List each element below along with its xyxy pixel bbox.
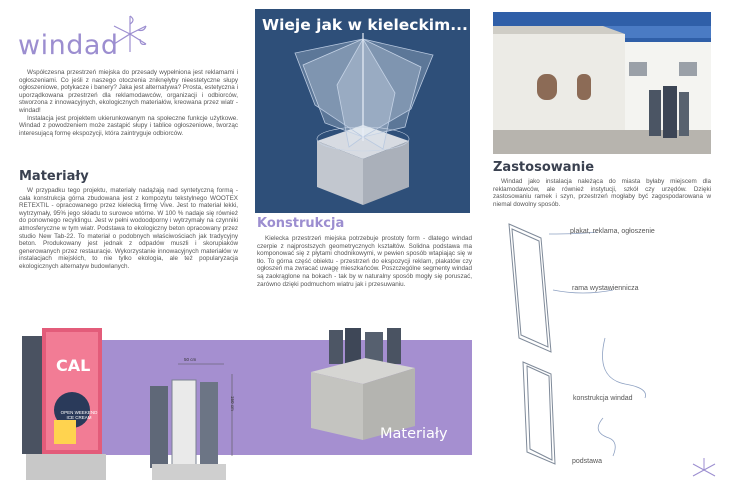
diagram-label-base: podstawa	[572, 458, 602, 465]
poster-title: CAL	[56, 356, 91, 375]
render-panel	[255, 9, 470, 213]
dimension-height: 150 cm	[230, 396, 235, 411]
intro-text	[19, 69, 238, 137]
diagram-label-frame: rama wystawiennicza	[572, 285, 639, 292]
windad-logo	[18, 30, 138, 66]
intro-paragraph-2: Instalacja jest projektem ukierunkowanym na społeczne funkcje użytkowe. Windad z powodzeniem może zastąpić słupy i tablice ogłoszeniowe, tworząc interesującą formę ekspozycji, która zaintryguje odbiorców.	[19, 114, 238, 137]
poster-kiosk	[16, 322, 108, 480]
application-text: Windad jako instalacja należąca do miasta byłaby miejscem dla reklamodawców, ale również instytucji, szkół czy urzędów. Dzięki zastosowaniu ramek i szyn, przestrzeń mogłaby być zagospodarowana w niemal dowolny sposób.	[493, 178, 711, 208]
application-heading: Zastosowanie	[493, 160, 595, 175]
site-photo	[493, 12, 711, 154]
poster-caption	[60, 410, 98, 420]
materials-band-label: Materiały	[380, 426, 448, 442]
materials-text: W przypadku tego projektu, materiały nadążają nad syntetyczną formą - cała konstrukcja górna zbudowana jest z kompozytu tekstylnego WOOTEX RETEXTIL - opracowanego przez kielecką firmę Vive. Jest to materiał lekki, wytrzymały, 95% jego składu to surowce wtórne. W 100 % nadaje się również do ponownego recyklingu. Jest w pełni wodoodporny i wytrzymały na czynniki atmosferyczne w tym wiatr. Podstawa to ekologiczny beton opracowany przez studio New Tab-22. To materiał o podobnych właściwościach jak tradycyjny beton. Produkowany jest jednak z odpadów muszli i skorupiaków generowanych przez restauracje. Wykorzystanie innowacyjnych materiałów w instalacjach miejskich, to nie tylko ekologia, ale też popularyzacja ekologicznych alternatyw budowlanych.	[19, 187, 238, 270]
intro-paragraph-1: Współczesna przestrzeń miejska do przesady wypełniona jest reklamami i ogłoszeniami. Co jeśli z naszego otoczenia zniknęłyby nieestetyczne słupy ogłoszeniowe, potykacze i banery? Jaka jest alternatywa? Prosta, estetyczna i uporządkowana przestrzeń dla reklamodawców, organizacji i odbiorców, stworzona z innowacyjnych, ekologicznych materiałów, kreowana przez wiatr - windad!	[19, 69, 238, 114]
exploded-diagram	[493, 218, 730, 480]
diagram-label-construction: konstrukcja windad	[573, 395, 633, 402]
windad-render	[255, 9, 470, 213]
wind-star-icon-small	[689, 456, 719, 480]
dimension-drawing	[142, 352, 252, 480]
logo-text: windad	[18, 30, 119, 61]
poster-caption-line1: OPEN WEEKEND	[60, 410, 98, 415]
poster-caption-line2: ICE CREAM	[66, 415, 92, 420]
panel-title: Wieje jak w kieleckim...	[262, 16, 468, 34]
construction-text: Kielecka przestrzeń miejska potrzebuje prostoty form - dlatego windad czerpie z najprostszych geometrycznych kształtów. Solidna podstawa ma komponować się z płytami chodnikowymi, w pewien sposób wtapiając się w tło. To górna część obiektu - przestrzeń do ekspozycji reklam, plakatów czy ogłoszeń ma zwracać uwagę mieszkańców. Poszczególne segmenty windad są zaokrąglone na bokach - tak by w naturalny sposób mogły się poruszać, zarówno dzięki podmuchom wiatru jak i przesuwaniu.	[257, 235, 472, 288]
dimension-width: 50 cm	[184, 357, 197, 362]
wind-star-icon	[106, 12, 154, 56]
diagram-label-poster: plakat, reklama, ogłoszenie	[570, 228, 655, 235]
construction-heading: Konstrukcja	[257, 216, 345, 231]
materials-heading: Materiały	[19, 169, 89, 184]
diagram-drawing	[493, 218, 730, 480]
